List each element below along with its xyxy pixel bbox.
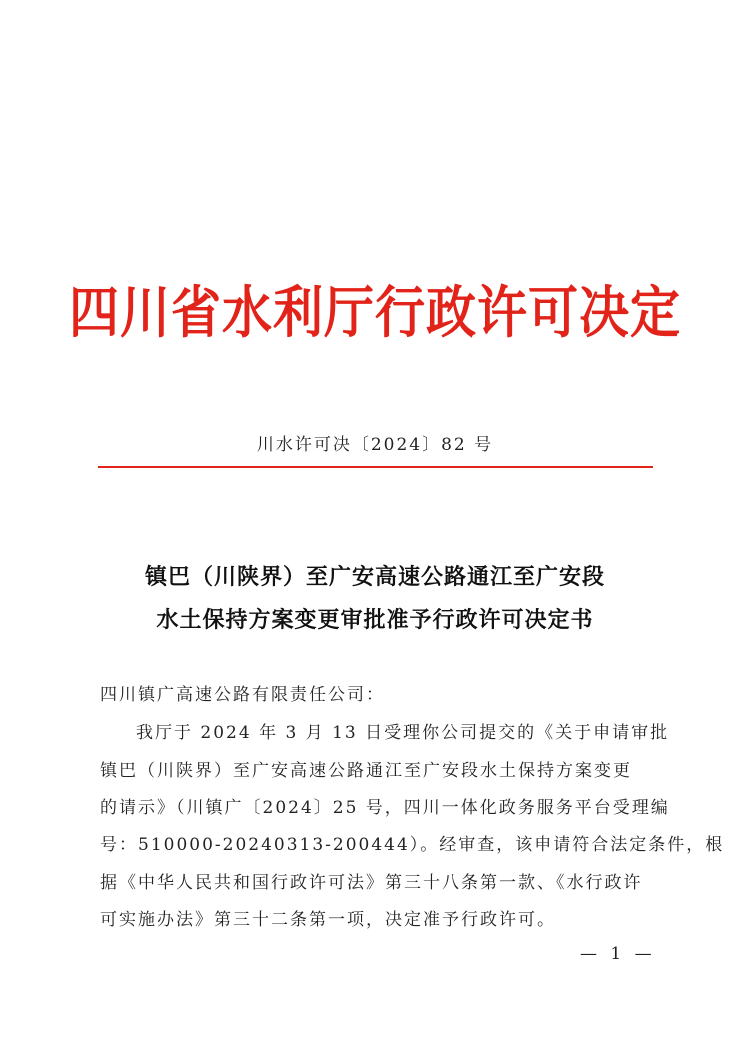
red-divider [98,466,653,468]
body-paragraph-line: 的请示》（川镇广〔2024〕25 号，四川一体化政务服务平台受理编 [100,798,670,818]
body-paragraph-line: 可实施办法》第三十二条第一项，决定准予行政许可。 [100,910,556,930]
document-title-line-1: 镇巴（川陕界）至广安高速公路通江至广安段 [144,565,605,590]
document-title-line-2: 水土保持方案变更审批准予行政许可决定书 [156,608,594,633]
body-paragraph-line: 号：510000-20240313-200444）。经审查，该申请符合法定条件，根 [100,835,725,855]
body-paragraph-line: 镇巴（川陕界）至广安高速公路通江至广安段水土保持方案变更 [100,761,632,781]
addressee: 四川镇广高速公路有限责任公司： [100,685,385,705]
body-paragraph-line: 我厅于 2024 年 3 月 13 日受理你公司提交的《关于申请审批 [136,723,670,743]
body-paragraph-line: 据《中华人民共和国行政许可法》第三十八条第一款、《水行政许 [100,873,643,893]
document-number: 川水许可决〔2024〕82 号 [256,435,494,455]
agency-title: 四川省水利厅行政许可决定 [69,280,681,346]
page-number: — 1 — [580,944,656,964]
